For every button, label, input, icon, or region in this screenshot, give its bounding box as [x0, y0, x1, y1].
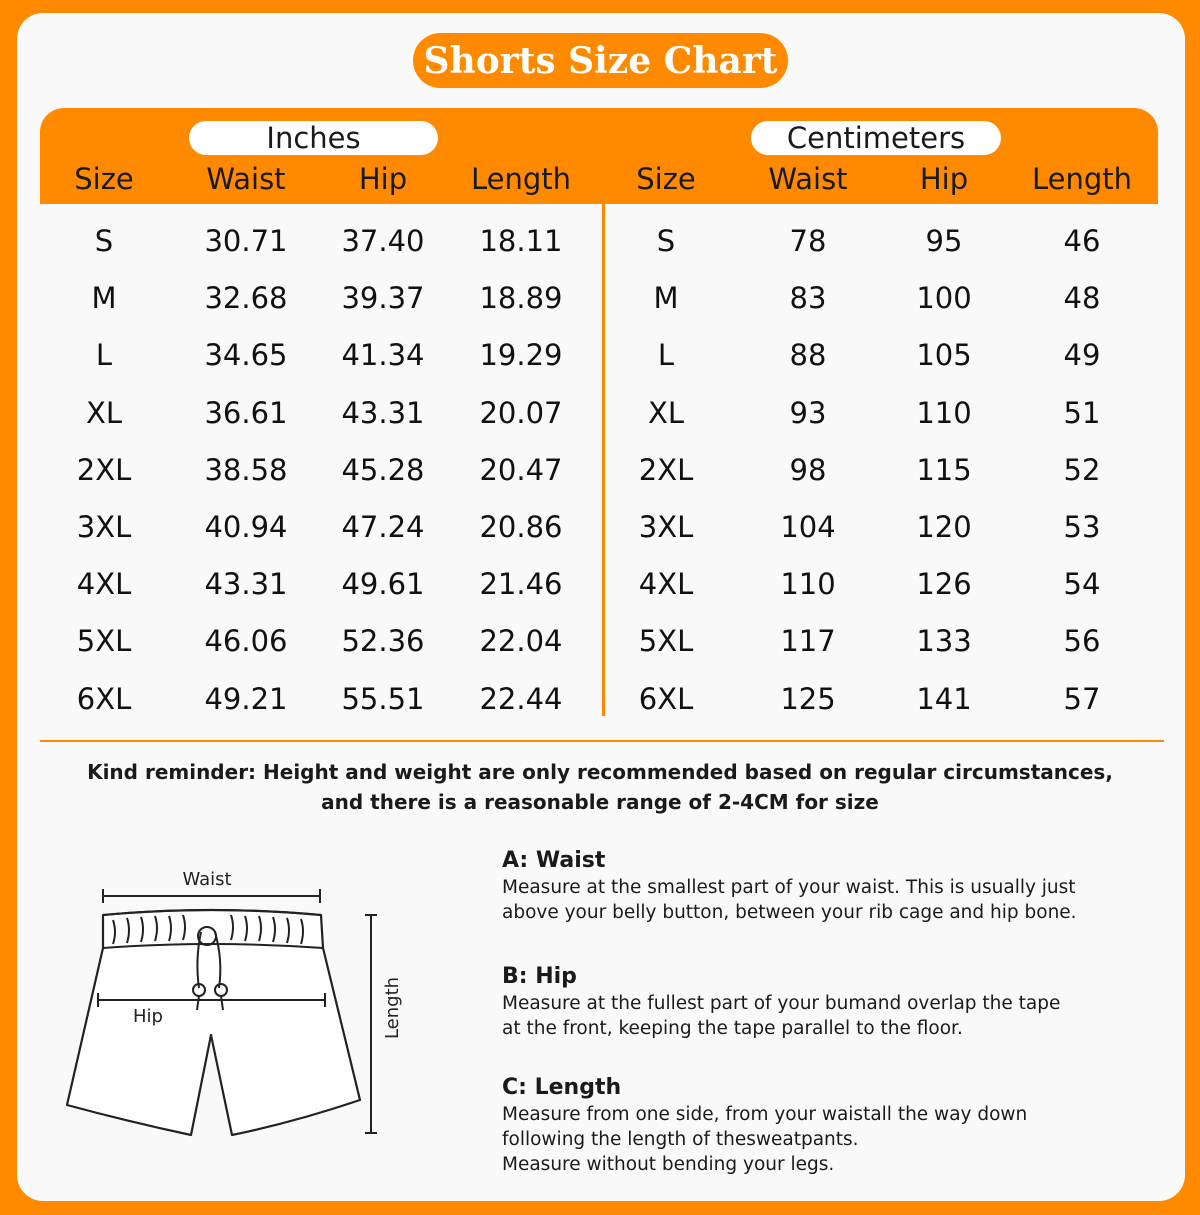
hip-instruction-line: at the front, keeping the tape parallel to the floor.	[502, 1018, 963, 1039]
table-row	[0, 446, 1200, 494]
cm-size-cell: 5XL	[638, 624, 694, 659]
table-row	[0, 331, 1200, 379]
length-instruction	[502, 1074, 1162, 1177]
cm-length-cell: 52	[1063, 452, 1101, 487]
inches-hip-cell: 55.51	[341, 681, 425, 716]
cm-hip-cell: 120	[916, 510, 972, 544]
cm-hip-cell: 133	[916, 624, 972, 659]
inches-size-cell: 5XL	[76, 624, 132, 659]
cm-waist-cell: 93	[789, 395, 827, 430]
inches-waist-cell: 49.21	[204, 681, 288, 716]
diagram-hip-label: Hip	[133, 1006, 163, 1027]
waist-instruction	[502, 847, 1162, 925]
cm-length-cell: 56	[1063, 624, 1101, 659]
inches-waist-cell: 40.94	[204, 510, 288, 544]
inches-length-cell: 18.89	[479, 281, 563, 316]
cm-waist-cell: 78	[789, 224, 827, 258]
length-instruction-line: Measure without bending your legs.	[502, 1154, 835, 1175]
cm-waist-cell: 88	[789, 338, 827, 373]
cm-hip-cell: 141	[916, 681, 972, 716]
inches-size-header: Size	[74, 162, 134, 196]
inches-length-cell: 20.86	[479, 510, 563, 544]
table-row	[0, 217, 1200, 265]
reminder-line-1: Kind reminder: Height and weight are only recommended based on regular circumstances,	[87, 760, 1113, 784]
inches-hip-cell: 52.36	[341, 624, 425, 659]
cm-size-cell: 3XL	[638, 510, 694, 544]
section-divider	[40, 740, 1164, 742]
cm-waist-cell: 117	[780, 624, 836, 659]
inches-hip-cell: 39.37	[341, 281, 425, 316]
cm-length-cell: 54	[1063, 567, 1101, 602]
inches-unit-label: Inches	[189, 121, 438, 155]
diagram-length-label: Length	[382, 976, 403, 1040]
cm-hip-cell: 100	[916, 281, 972, 316]
cm-size-cell: M	[653, 281, 679, 316]
cm-waist-header: Waist	[768, 162, 848, 196]
hip-instruction-title: B: Hip	[502, 964, 577, 989]
length-instruction-line: following the length of thesweatpants.	[502, 1129, 859, 1150]
cm-length-cell: 57	[1063, 681, 1101, 716]
inches-waist-cell: 32.68	[204, 281, 288, 316]
inches-hip-cell: 49.61	[341, 567, 425, 602]
inches-length-cell: 18.11	[479, 224, 563, 258]
shorts-diagram	[55, 860, 435, 1160]
cm-length-cell: 49	[1063, 338, 1101, 373]
inches-waist-cell: 36.61	[204, 395, 288, 430]
reminder-line-2: and there is a reasonable range of 2-4CM for size	[321, 790, 879, 814]
inches-hip-cell: 41.34	[341, 338, 425, 373]
page-title: Shorts Size Chart	[413, 33, 788, 88]
cm-length-header: Length	[1031, 162, 1133, 196]
cm-waist-cell: 125	[780, 681, 836, 716]
waist-instruction-title: A: Waist	[502, 848, 606, 873]
table-row	[0, 560, 1200, 608]
inches-hip-cell: 45.28	[341, 452, 425, 487]
table-row	[0, 617, 1200, 665]
inches-waist-cell: 38.58	[204, 452, 288, 487]
inches-length-cell: 20.47	[479, 452, 563, 487]
length-instruction-title: C: Length	[502, 1075, 622, 1100]
inches-size-cell: 3XL	[76, 510, 132, 544]
cm-length-cell: 48	[1063, 281, 1101, 316]
inches-size-cell: XL	[85, 395, 123, 430]
inches-hip-header: Hip	[358, 162, 408, 196]
inches-size-cell: M	[91, 281, 117, 316]
cm-hip-cell: 95	[925, 224, 963, 258]
centimeters-unit-label: Centimeters	[751, 121, 1001, 155]
inches-length-cell: 22.04	[479, 624, 563, 659]
cm-length-cell: 53	[1063, 510, 1101, 544]
waist-instruction-line: above your belly button, between your rib cage and hip bone.	[502, 902, 1077, 923]
inches-size-cell: 6XL	[76, 681, 132, 716]
cm-hip-cell: 126	[916, 567, 972, 602]
table-row	[0, 675, 1200, 723]
cm-waist-cell: 104	[780, 510, 836, 544]
diagram-waist-label: Waist	[182, 869, 232, 890]
cm-size-cell: XL	[647, 395, 685, 430]
inches-length-header: Length	[470, 162, 572, 196]
inches-waist-cell: 43.31	[204, 567, 288, 602]
cm-waist-cell: 83	[789, 281, 827, 316]
table-row	[0, 274, 1200, 322]
cm-length-cell: 51	[1063, 395, 1101, 430]
length-instruction-line: Measure from one side, from your waistall the way down	[502, 1104, 1028, 1125]
cm-size-cell: L	[657, 338, 675, 373]
cm-hip-cell: 105	[916, 338, 972, 373]
cm-length-cell: 46	[1063, 224, 1101, 258]
cm-size-cell: S	[656, 224, 676, 258]
inches-waist-cell: 46.06	[204, 624, 288, 659]
cm-size-header: Size	[636, 162, 696, 196]
hip-instruction-line: Measure at the fullest part of your bumand overlap the tape	[502, 993, 1061, 1014]
inches-length-cell: 19.29	[479, 338, 563, 373]
cm-waist-cell: 110	[780, 567, 836, 602]
inches-length-cell: 20.07	[479, 395, 563, 430]
cm-size-cell: 6XL	[638, 681, 694, 716]
cm-waist-cell: 98	[789, 452, 827, 487]
cm-size-cell: 4XL	[638, 567, 694, 602]
cm-hip-cell: 115	[916, 452, 972, 487]
inches-hip-cell: 43.31	[341, 395, 425, 430]
inches-waist-cell: 30.71	[204, 224, 288, 258]
inches-size-cell: 4XL	[76, 567, 132, 602]
inches-waist-header: Waist	[206, 162, 286, 196]
table-row	[0, 389, 1200, 437]
inches-size-cell: 2XL	[76, 452, 132, 487]
hip-instruction	[502, 963, 1162, 1041]
inches-size-cell: S	[94, 224, 114, 258]
inches-hip-cell: 37.40	[341, 224, 425, 258]
inches-size-cell: L	[95, 338, 113, 373]
table-row	[0, 503, 1200, 551]
inches-length-cell: 21.46	[479, 567, 563, 602]
kind-reminder	[60, 757, 1140, 817]
inches-waist-cell: 34.65	[204, 338, 288, 373]
waist-instruction-line: Measure at the smallest part of your waist. This is usually just	[502, 877, 1076, 898]
inches-hip-cell: 47.24	[341, 510, 425, 544]
cm-hip-header: Hip	[919, 162, 969, 196]
cm-size-cell: 2XL	[638, 452, 694, 487]
cm-hip-cell: 110	[916, 395, 972, 430]
inches-length-cell: 22.44	[479, 681, 563, 716]
